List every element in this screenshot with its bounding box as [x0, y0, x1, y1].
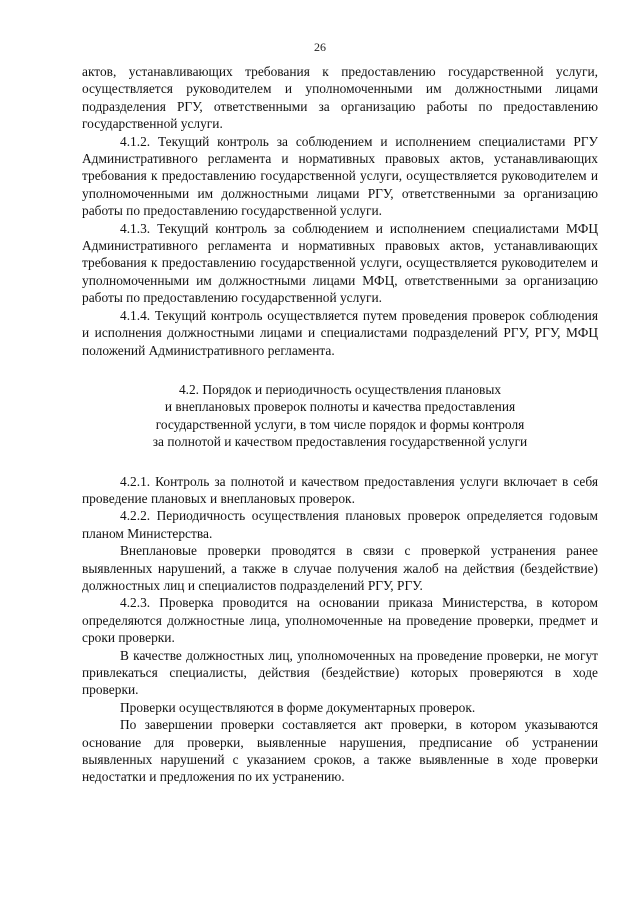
heading-line: 4.2. Порядок и периодичность осуществления плановых — [178, 381, 502, 397]
heading-line: за полнотой и качеством предоставления государственной услуги — [152, 434, 528, 450]
paragraph-4-2-2: 4.2.2. Периодичность осуществления плановых проверок определяется годовым планом Министерства. — [82, 508, 598, 541]
paragraph-4-2-3: 4.2.3. Проверка проводится на основании приказа Министерства, в котором определяются должностные лица, уполномоченные на проведение проверки, предмет и сроки проверки. — [82, 595, 598, 646]
paragraph: актов, устанавливающих требования к предоставлению государственной услуги, осуществляется руководителем и уполномоченными им должностными лицами подразделения РГУ, ответственными за организацию работы по предоставлению государственной услуги. — [82, 64, 598, 132]
page-number: 26 — [314, 40, 326, 54]
document-body — [82, 63, 598, 786]
paragraph-4-1-4: 4.1.4. Текущий контроль осуществляется путем проведения проверок соблюдения и исполнения должностными лицами и специалистами подразделений РГУ, РГУ, МФЦ положений Административного регламента. — [82, 307, 598, 358]
paragraph-check-form: Проверки осуществляются в форме документарных проверок. — [120, 699, 476, 715]
section-heading-4-2 — [82, 381, 598, 451]
paragraph-officials: В качестве должностных лиц, уполномоченных на проведение проверки, не могут привлекаться специалисты, действия (бездействие) которых проверяются в ходе проверки. — [82, 647, 598, 698]
paragraph-4-1-3: 4.1.3. Текущий контроль за соблюдением и исполнением специалистами МФЦ Административного регламента и нормативных правовых актов, устанавливающих требования к предоставлению государственной услуги, осуществляется руководителем и уполномоченными им должностными лицами МФЦ, ответственными за организацию работы по предоставлению государственной услуги. — [82, 220, 598, 306]
heading-line: государственной услуги, в том числе порядок и формы контроля — [155, 416, 525, 432]
paragraph-4-1-2: 4.1.2. Текущий контроль за соблюдением и исполнением специалистами РГУ Административного регламента и нормативных правовых актов, устанавливающих требования к предоставлению государственной услуги, осуществляется руководителем и уполномоченными им должностными лицами РГУ, ответственными за организацию работы по предоставлению государственной услуги. — [82, 133, 598, 219]
paragraph-unscheduled-checks: Внеплановые проверки проводятся в связи с проверкой устранения ранее выявленных нарушений, а также в случае получения жалоб на действия (бездействие) должностных лиц и специалистов подразделений РГУ, РГУ. — [82, 543, 598, 593]
paragraph-4-2-1: 4.2.1. Контроль за полнотой и качеством предоставления услуги включает в себя проведение плановых и внеплановых проверок. — [82, 473, 598, 506]
heading-line: и внеплановых проверок полноты и качества предоставления — [164, 399, 516, 415]
paragraph-check-report: По завершении проверки составляется акт проверки, в котором указываются основание для проверки, выявленные нарушения, предписание об устранении выявленных нарушений с указанием сроков, а также выявленные в ходе проверки недостатки и предложения по их устранению. — [82, 717, 598, 785]
